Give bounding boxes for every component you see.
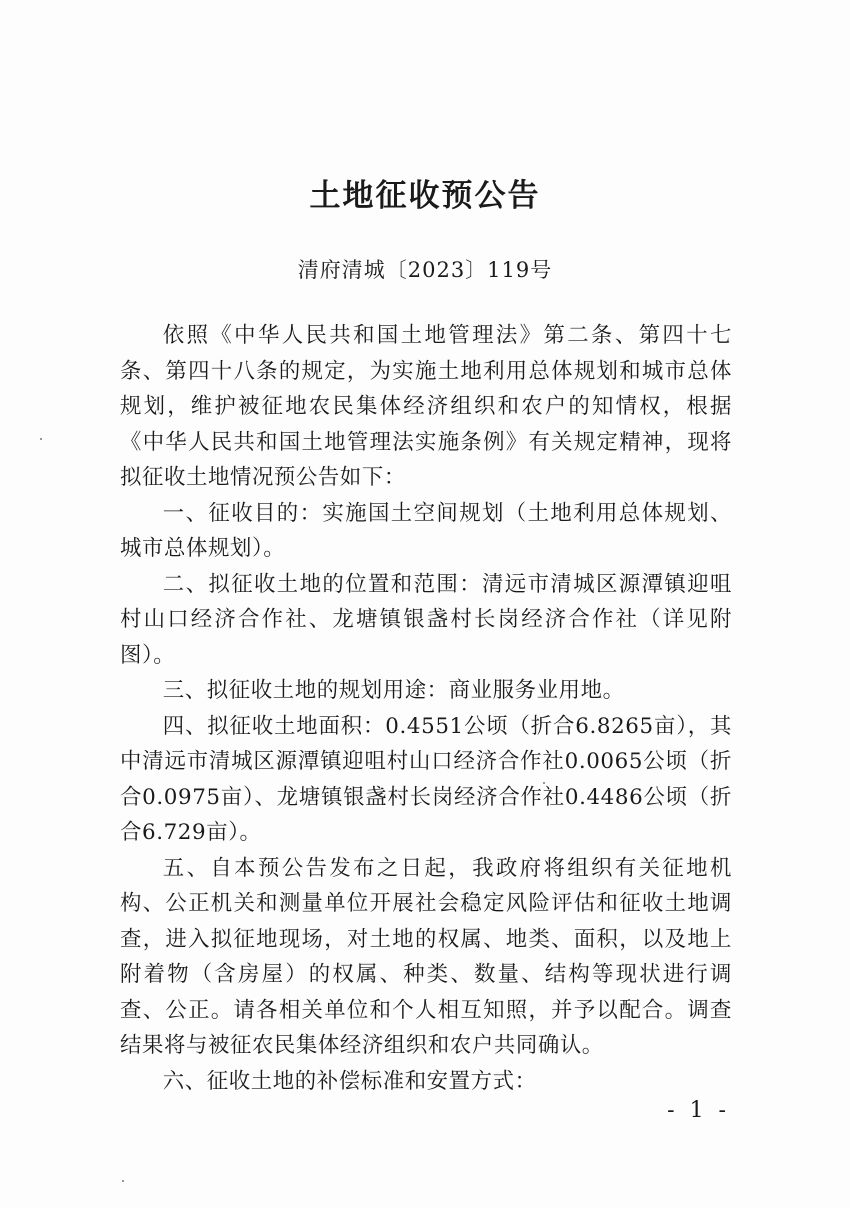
paragraph-usage: 三、拟征收土地的规划用途：商业服务业用地。 [162, 678, 625, 703]
paragraph-purpose: 一、征收目的：实施国土空间规划（土地利用总体规划、城市总体规划）。 [120, 500, 732, 561]
document-title: 土地征收预公告 [309, 178, 541, 214]
paragraph-compensation: 六、征收土地的补偿标准和安置方式： [162, 1068, 537, 1094]
page-number: - 1 - [667, 1098, 730, 1123]
scan-speck [122, 1180, 124, 1182]
document-body [120, 318, 732, 1099]
paragraph-location: 二、拟征收土地的位置和范围：清远市清城区源潭镇迎咀村山口经济合作社、龙塘镇银盏村长岗经济合作社（详见附图）。 [120, 571, 732, 668]
paragraph-area: 四、拟征收土地面积：0.4551公顷（折合6.8265亩），其中清远市清城区源潭镇迎咀村山口经济合作社0.0065公顷（折合0.0975亩）、龙塘镇银盏村长岗经济合作社0.4486公顷（折合6.729亩）。 [120, 713, 732, 845]
paragraph-intro: 依照《中华人民共和国土地管理法》第二条、第四十七条、第四十八条的规定，为实施土地利用总体规划和城市总体规划，维护被征地农民集体经济组织和农户的知情权，根据《中华人民共和国土地管理法实施条例》有关规定精神，现将拟征收土地情况预公告如下： [120, 323, 732, 490]
document-number: 清府清城〔2023〕119号 [297, 258, 553, 282]
scan-speck [543, 782, 545, 784]
paragraph-investigation: 五、自本预公告发布之日起，我政府将组织有关征地机构、公正机关和测量单位开展社会稳定风险评估和征收土地调查，进入拟征地现场，对土地的权属、地类、面积，以及地上附着物（含房屋）的权属、种类、数量、结构等现状进行调查、公正。请各相关单位和个人相互知照，并予以配合。调查结果将与被征农民集体经济组织和农户共同确认。 [120, 855, 732, 1058]
scan-speck [40, 438, 42, 440]
